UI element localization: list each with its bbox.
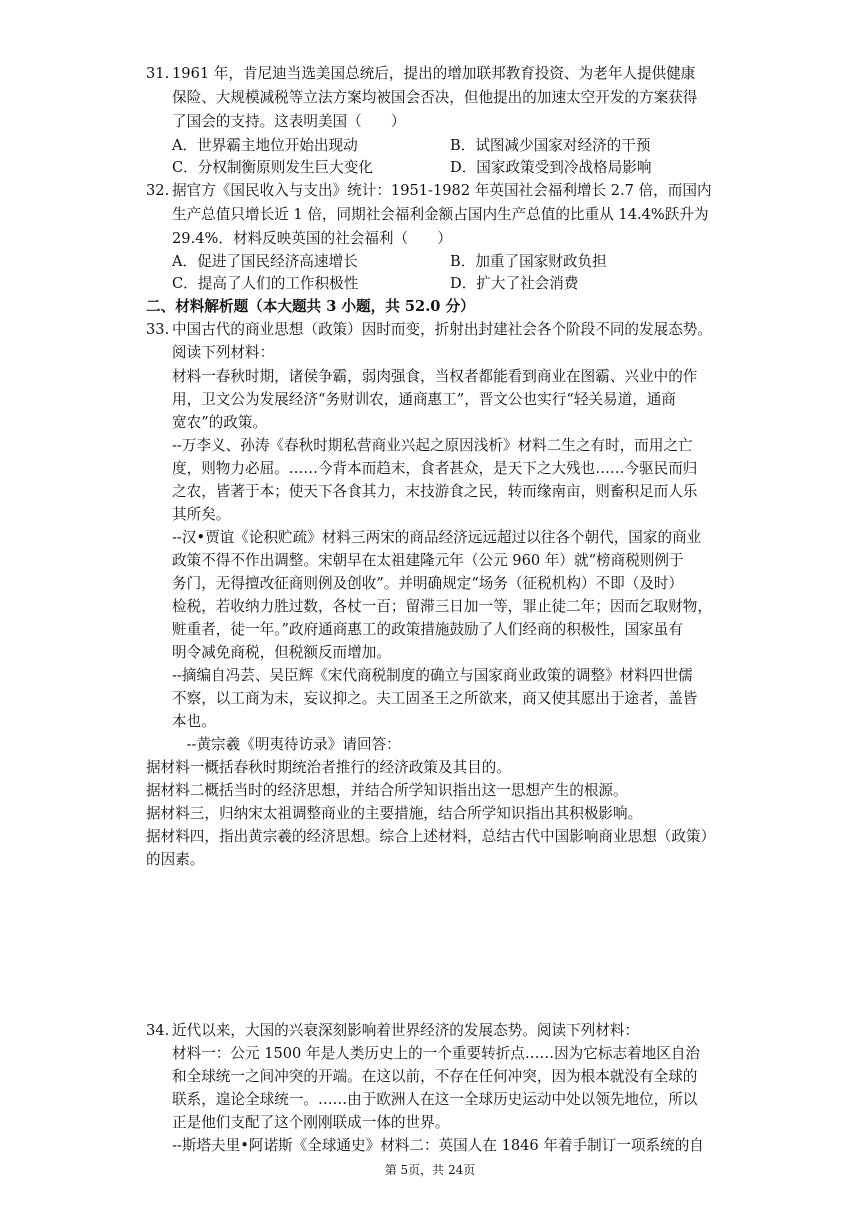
q33-line-15: 明令减免商税，但税额反而增加。 [172,644,391,661]
q33-line-11: 政策不得不作出调整。宋朝早在太祖建隆元年（公元 960 年）就“榜商税则例于 [172,552,684,569]
q33-question-2: 据材料二概括当时的经济思想，并结合所学知识指出这一思想产生的根源。 [146,782,628,799]
q33-line-9: 其所矣。 [172,506,231,523]
q34-line-1: 近代以来，大国的兴衰深刻影响着世界经济的发展态势。阅读下列材料： [172,1022,640,1039]
q33-line-13: 检税，若收纳力胜过数，各杖一百；留滞三日加一等，罪止徒二年；因而乞取财物， [172,598,712,615]
q32-text-line-3: 29.4%．材料反映英国的社会福利（ ） [172,230,452,247]
section-heading: 二、材料解析题（本大题共 3 小题，共 52.0 分） [146,298,475,315]
q34-line-3: 和全球统一之间冲突的开端。在这以前，不存在任何冲突，因为根本就没有全球的 [172,1068,698,1085]
q33-number: 33. [146,321,170,338]
q32-option-a: A．促进了国民经济高速增长 [172,253,358,270]
q33-line-18: 本也。 [172,713,216,730]
q33-question-3: 据材料三，归纳宋太祖调整商业的主要措施，结合所学知识指出其积极影响。 [146,805,643,822]
q32-option-c: C．提高了人们的工作积极性 [172,275,359,292]
q33-line-10: --汉•贾谊《论积贮疏》材料三两宋的商品经济远远超过以往各个朝代，国家的商业 [172,529,702,546]
q33-line-2: 阅读下列材料： [172,344,275,361]
q33-line-5: 宽农”的政策。 [172,414,268,431]
q32-text-line-2: 生产总值只增长近 1 倍，同期社会福利金额占国内生产总值的比重从 14.4%跃升为 [172,206,709,223]
q33-line-1: 中国古代的商业思想（政策）因时而变，折射出封建社会各个阶段不同的发展态势。 [172,321,712,338]
q33-question-4: 据材料四，指出黄宗羲的经济思想。综合上述材料，总结古代中国影响商业思想（政策） [146,828,716,845]
q33-line-19: --黄宗羲《明夷待访录》请回答： [172,736,401,753]
q31-option-c: C．分权制衡原则发生巨大变化 [172,159,373,176]
q31-text-line-2: 保险、大规模减税等立法方案均被国会否决，但他提出的加速太空开发的方案获得 [172,89,698,106]
q33-line-12: 务门，无得擅改征商则例及创收”。并明确规定“场务（征税机构）不即（及时） [172,575,684,592]
q31-option-d: D．国家政策受到冷战格局影响 [450,159,652,176]
q33-question-1: 据材料一概括春秋时期统治者推行的经济政策及其目的。 [146,759,511,776]
q32-number: 32. [146,182,170,199]
q31-text-line-3: 了国会的支持。这表明美国（ ） [172,113,406,130]
q31-number: 31. [146,65,170,82]
q32-option-b: B．加重了国家财政负担 [450,253,607,270]
q33-line-14: 赃重者，徒一年。”政府通商惠工的政策措施鼓励了人们经商的积极性，国家虽有 [172,621,683,638]
q33-line-6: --万李义、孙涛《春秋时期私营商业兴起之原因浅析》材料二生之有时，而用之亡 [172,437,693,454]
q34-line-6: --斯塔夫里•阿诺斯《全球通史》材料二：英国人在 1846 年着手制订一项系统的自 [172,1137,704,1154]
q33-question-4-cont: 的因素。 [146,851,205,868]
q33-line-7: 度，则物力必屈。……今背本而趋末，食者甚众，是天下之大残也……今驱民而归 [172,460,698,477]
q31-text-line-1: 1961 年，肯尼迪当选美国总统后，提出的增加联邦教育投资、为老年人提供健康 [172,65,696,82]
q34-line-5: 正是他们支配了这个刚刚联成一体的世界。 [172,1114,450,1131]
q33-line-4: 用，卫文公为发展经济“务财训农，通商惠工”，晋文公也实行“轻关易道，通商 [172,391,676,408]
q33-line-17: 不察，以工商为末，妄议抑之。夫工固圣王之所欲来，商又使其愿出于途者，盖皆 [172,690,698,707]
q32-option-d: D．扩大了社会消费 [450,275,579,292]
q34-line-4: 联系，遑论全球统一。……由于欧洲人在这一全球历史运动中处以领先地位，所以 [172,1091,698,1108]
q33-line-16: --摘编自冯芸、吴臣辉《宋代商税制度的确立与国家商业政策的调整》材料四世儒 [172,667,693,684]
q33-line-3: 材料一春秋时期，诸侯争霸，弱肉强食，当权者都能看到商业在图霸、兴业中的作 [172,368,698,385]
q34-number: 34. [146,1022,170,1039]
q32-text-line-1: 据官方《国民收入与支出》统计：1951-1982 年英国社会福利增长 2.7 倍，而国内 [172,182,712,199]
q33-line-8: 之农，皆著于本；使天下各食其力，末技游食之民，转而缘南亩，则畜积足而人乐 [172,483,698,500]
q31-option-a: A．世界霸主地位开始出现动 [172,137,358,154]
page-footer: 第 5页，共 24页 [384,1163,476,1177]
q31-option-b: B．试图减少国家对经济的干预 [450,137,651,154]
q34-line-2: 材料一：公元 1500 年是人类历史上的一个重要转折点……因为它标志着地区自治 [172,1045,701,1062]
